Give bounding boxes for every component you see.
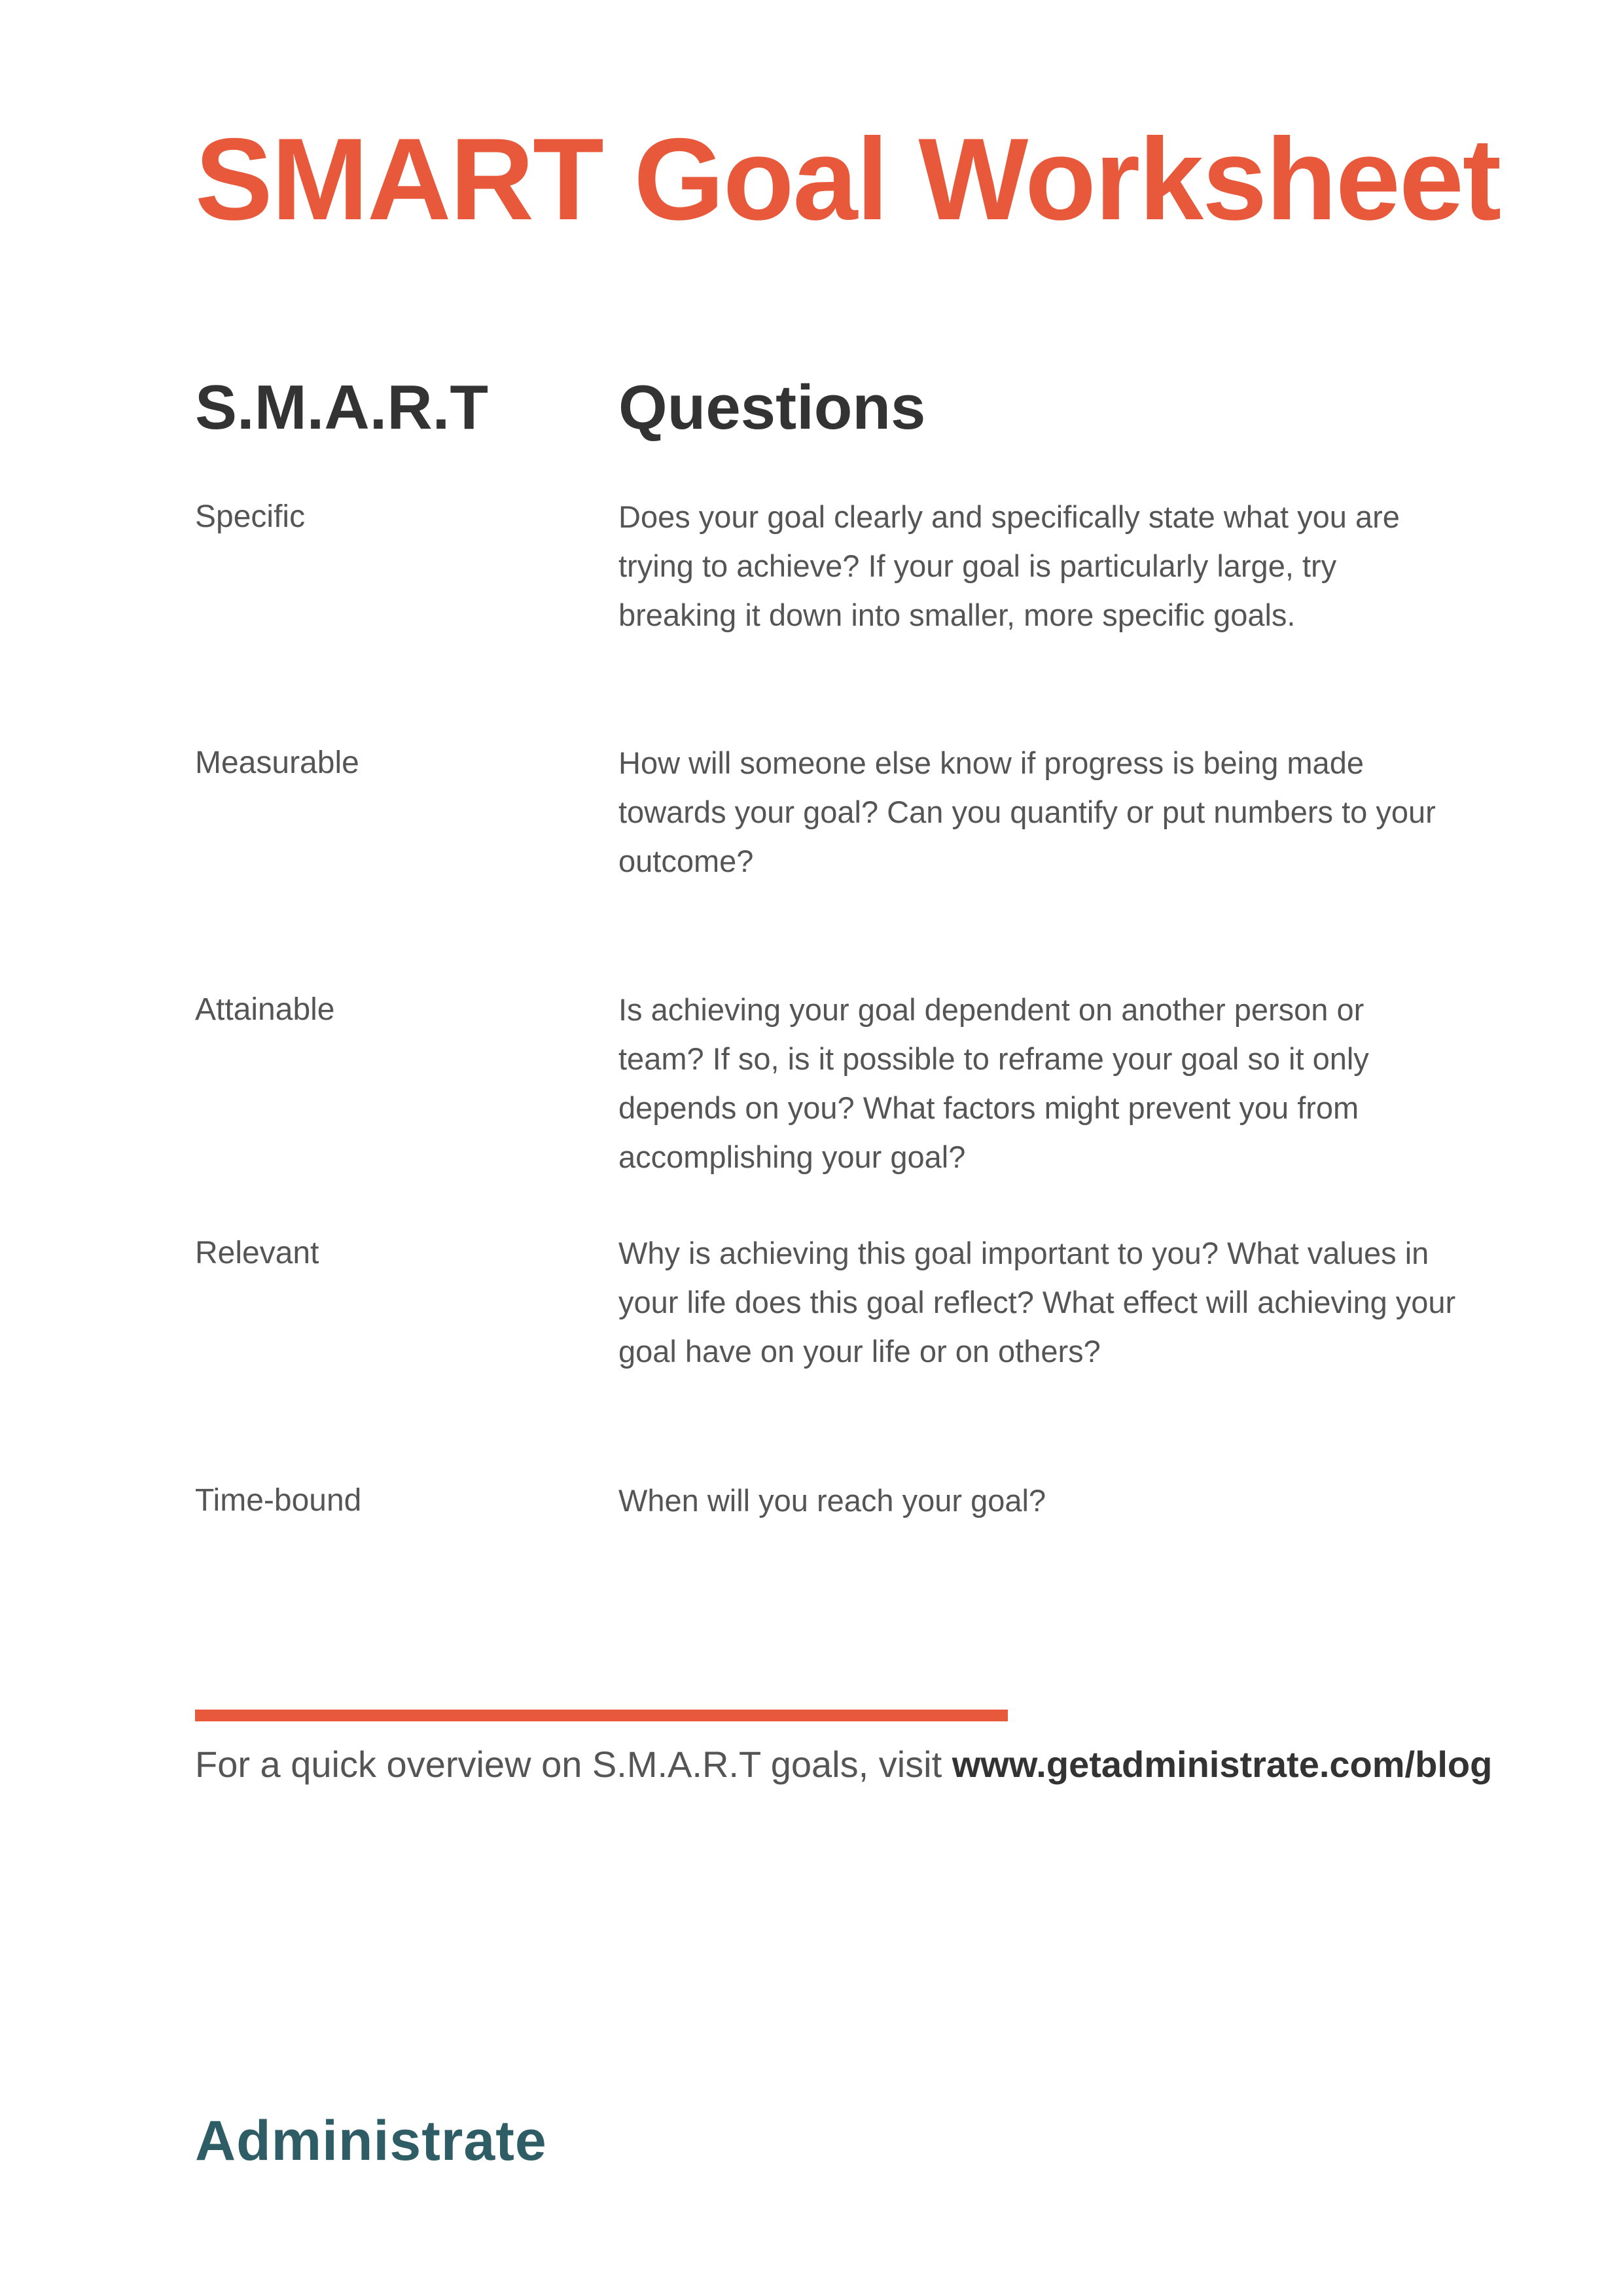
blog-link[interactable]: www.getadministrate.com/blog [952, 1744, 1493, 1785]
row-question: Does your goal clearly and specifically state what you are trying to achieve? If your goal is particularly large, try breaking it down into smaller, more specific goals. [618, 499, 1400, 632]
row-label: Relevant [195, 1236, 319, 1270]
row-label: Measurable [195, 745, 359, 780]
row-label: Time-bound [195, 1483, 362, 1518]
footer-note [195, 1738, 1492, 1791]
footer-text: For a quick overview on S.M.A.R.T goals, visit [195, 1744, 952, 1785]
row-question: When will you reach your goal? [618, 1483, 1046, 1518]
row-label: Specific [195, 499, 306, 534]
column-header-questions: Questions [618, 372, 926, 442]
row-question: Is achieving your goal dependent on another person or team? If so, is it possible to reframe your goal so it only depends on you? What factors might prevent you from accomplishing your goal? [618, 992, 1369, 1174]
row-question: How will someone else know if progress is being made towards your goal? Can you quantify or put numbers to your outcome? [618, 745, 1436, 878]
column-header-smart: S.M.A.R.T [195, 372, 488, 442]
page-title: SMART Goal Worksheet [195, 114, 1501, 244]
row-question: Why is achieving this goal important to you? What values in your life does this goal reflect? What effect will achieving your goal have on your life or on others? [618, 1236, 1456, 1369]
administrate-logo: Administrate [195, 2109, 547, 2172]
accent-divider [195, 1710, 1008, 1721]
row-label: Attainable [195, 992, 335, 1027]
